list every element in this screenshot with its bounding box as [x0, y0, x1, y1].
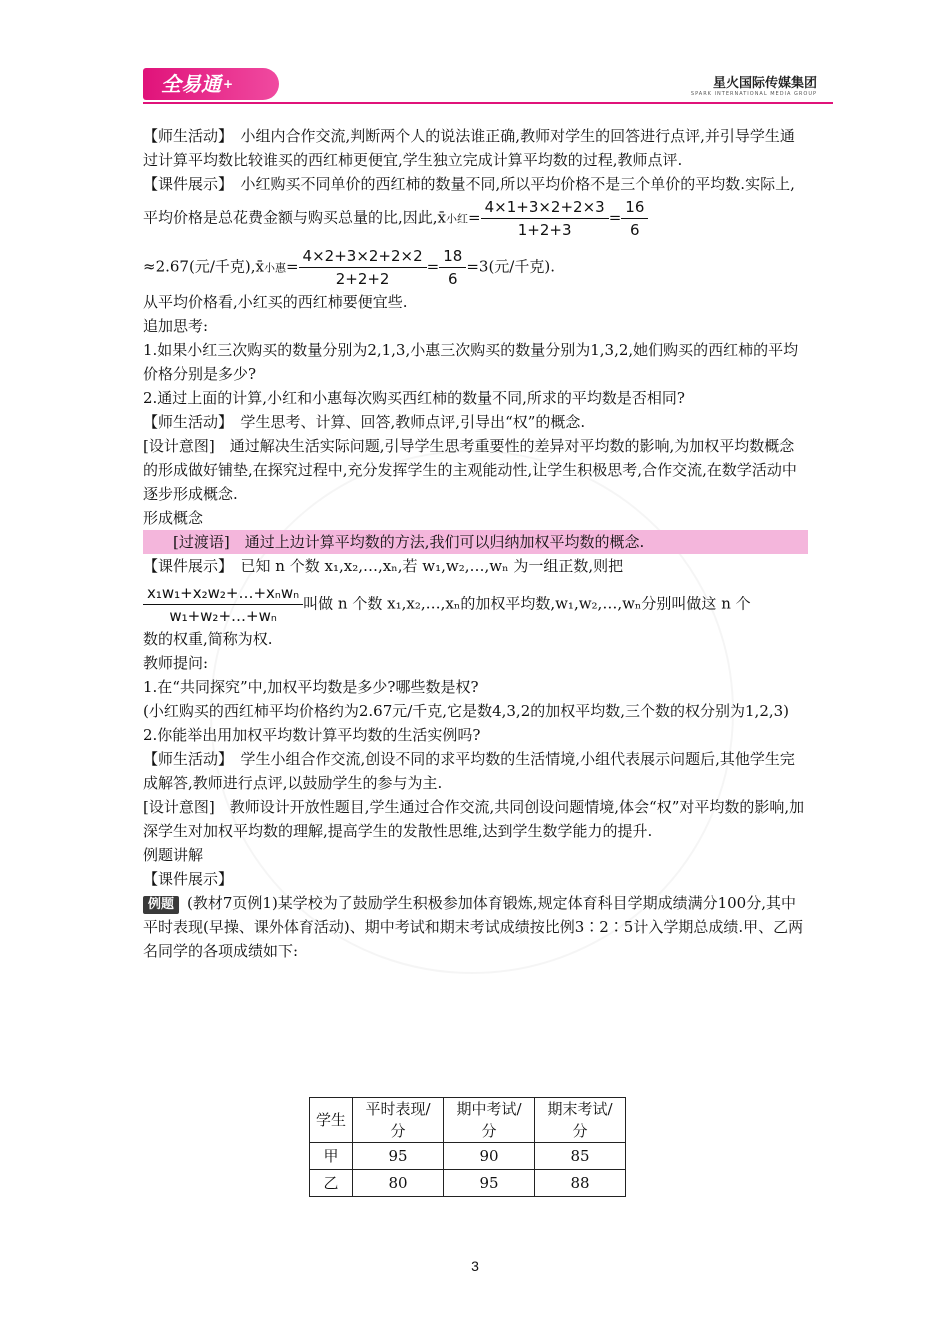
paragraph-text: 教师设计开放性题目,学生通过合作交流,共同创设问题情境,体会“权”对平均数的影响,加深学生对加权平均数的理解,提高学生的发散性思维,达到学生数学能力的提升.	[143, 798, 805, 840]
paragraph-text: 小红购买不同单价的西红柿的数量不同,所以平均价格不是三个单价的平均数.实际上,平均价格是总花费金额与购买总量的比,因此,	[143, 175, 795, 227]
fraction-denominator: 6	[448, 270, 458, 288]
fraction-denominator: 1+2+3	[517, 221, 572, 239]
company-name	[691, 72, 817, 97]
paragraph-text: 已知 n 个数 x₁,x₂,…,xₙ,若 w₁,w₂,…,wₙ 为一组正数,则把	[240, 557, 624, 575]
section-tag: 【课件展示】	[143, 557, 226, 575]
fraction	[439, 245, 466, 290]
paragraph-text: 小组内合作交流,判断两个人的说法谁正确,教师对学生的回答进行点评,并引导学生通过计算平均数比较谁买的西红柿更便宜,学生独立完成计算平均数的过程,教师点评.	[143, 127, 795, 169]
paragraph	[143, 554, 808, 578]
fraction-numerator: 4×2+3×2+2×2	[299, 245, 427, 268]
fraction	[621, 196, 648, 241]
header-divider	[143, 102, 833, 104]
paragraph-text: (教材7页例1)某学校为了鼓励学生积极参加体育锻炼,规定体育科目学期成绩满分100分,其中平时表现(早操、课外体育活动)、期中考试和期末考试成绩按比例3∶2∶5计入学期总成绩.甲、乙两名同学的各项成绩如下:	[143, 894, 804, 960]
section-heading: 形成概念	[143, 509, 204, 527]
document-body	[143, 124, 808, 963]
logo-text: 全易通	[161, 72, 221, 96]
brand-logo	[143, 68, 279, 100]
mean-symbol: x̄	[255, 257, 264, 276]
section-tag: [设计意图]	[143, 437, 215, 455]
table-cell: 95	[353, 1143, 444, 1170]
formula-text: 叫做 n 个数 x₁,x₂,…,xₙ的加权平均数,w₁,w₂,…,wₙ分别叫做这 n 个	[303, 594, 751, 613]
paragraph: 【课件展示】 小红购买不同单价的西红柿的数量不同,所以平均价格不是三个单价的平均数.实际上,平均价格是总花费金额与购买总量的比,因此,x̄小红= $\frac{4\times 1+3\times 2+2\times 3}{1+2+3}$ = $\frac{16}{6}$	[143, 175, 795, 239]
company-en: SPARK INTERNATIONAL MEDIA GROUP	[690, 91, 817, 97]
table-cell: 90	[444, 1143, 535, 1170]
paragraph-text: 通过解决生活实际问题,引导学生思考重要性的差异对平均数的影响,为加权平均数概念的形成做好铺垫,在探究过程中,充分发挥学生的主观能动性,让学生积极思考,合作交流,在数学活动中逐步形成概念.	[143, 437, 797, 503]
fraction-denominator: 6	[630, 221, 640, 239]
section-tag: [设计意图]	[143, 798, 215, 816]
fraction-numerator: x₁w₁+x₂w₂+…+xₙwₙ	[143, 582, 303, 605]
fraction	[299, 245, 427, 290]
paragraph	[143, 891, 808, 963]
fraction-numerator: 16	[621, 196, 648, 219]
mean-symbol: x̄	[437, 208, 447, 227]
paragraph: 1.在“共同探究”中,加权平均数是多少?哪些数是权?	[143, 678, 479, 696]
paragraph: 1.如果小红三次购买的数量分别为2,1,3,小惠三次购买的数量分别为1,3,2,她们购买的西红柿的平均价格分别是多少?	[143, 341, 799, 383]
table-header-cell: 期末考试/分	[535, 1098, 626, 1143]
section-tag: 【师生活动】	[143, 750, 226, 768]
fraction-numerator: 4×1+3×2+2×3	[481, 196, 609, 219]
paragraph	[143, 410, 808, 434]
table-header-cell: 平时表现/分	[353, 1098, 444, 1143]
section-tag: 【师生活动】	[143, 127, 226, 145]
scores-table	[309, 1097, 626, 1197]
formula-line: ≈2.67(元/千克),x̄小惠= $\frac{4\times 2+3\times 2+2\times 2}{2+2+2}$ = $\frac{18}{6}$ =3(元/千克).	[143, 247, 555, 288]
formula-text: ≈2.67(元/千克),	[143, 257, 256, 276]
logo-star-icon: +	[223, 77, 234, 91]
table-row	[310, 1170, 626, 1197]
table-header-cell: 期中考试/分	[444, 1098, 535, 1143]
page-header	[143, 62, 835, 106]
table-cell: 95	[444, 1170, 535, 1197]
paragraph: (小红购买的西红柿平均价格约为2.67元/千克,它是数4,3,2的加权平均数,三个数的权分别为1,2,3)	[143, 702, 790, 720]
table-header-cell: 学生	[310, 1098, 353, 1143]
company-cn: 星火国际传媒集团	[712, 76, 817, 91]
paragraph	[143, 434, 808, 506]
section-tag: [过渡语]	[173, 533, 230, 551]
example-badge: 例题	[143, 896, 179, 914]
highlight-paragraph	[143, 530, 808, 554]
table-cell: 88	[535, 1170, 626, 1197]
table-cell: 85	[535, 1143, 626, 1170]
table-cell: 甲	[310, 1143, 353, 1170]
table-row	[310, 1143, 626, 1170]
formula-subscript: 小惠	[263, 261, 286, 275]
paragraph: 2.你能举出用加权平均数计算平均数的生活实例吗?	[143, 726, 481, 744]
table-cell: 乙	[310, 1170, 353, 1197]
paragraph	[143, 747, 808, 795]
paragraph-text: 学生小组合作交流,创设不同的求平均数的生活情境,小组代表展示问题后,其他学生完成解答,教师进行点评,以鼓励学生的参与为主.	[143, 750, 795, 792]
paragraph: 2.通过上面的计算,小红和小惠每次购买西红柿的数量不同,所求的平均数是否相同?	[143, 389, 685, 407]
table-header-row	[310, 1098, 626, 1143]
paragraph-text: 通过上边计算平均数的方法,我们可以归纳加权平均数的概念.	[244, 533, 645, 551]
fraction-denominator: w₁+w₂+…+wₙ	[169, 607, 277, 625]
paragraph: 追加思考:	[143, 317, 209, 335]
section-tag: 【师生活动】	[143, 413, 226, 431]
paragraph	[143, 795, 808, 843]
fraction	[481, 196, 609, 241]
section-tag: 【课件展示】	[143, 175, 226, 193]
paragraph	[143, 124, 808, 172]
formula-line	[143, 582, 808, 627]
paragraph: 教师提问:	[143, 654, 209, 672]
paragraph-text: 学生思考、计算、回答,教师点评,引导出“权”的概念.	[240, 413, 586, 431]
formula-text: =3(元/千克).	[466, 257, 555, 276]
paragraph: 数的权重,简称为权.	[143, 630, 273, 648]
paragraph: 从平均价格看,小红买的西红柿要便宜些.	[143, 293, 408, 311]
section-tag: 【课件展示】	[143, 870, 234, 888]
table-cell: 80	[353, 1170, 444, 1197]
section-heading: 例题讲解	[143, 846, 204, 864]
formula-subscript: 小红	[446, 212, 469, 226]
fraction-numerator: 18	[439, 245, 466, 268]
fraction-denominator: 2+2+2	[335, 270, 390, 288]
page-number: 3	[471, 1258, 479, 1274]
fraction	[143, 582, 303, 627]
